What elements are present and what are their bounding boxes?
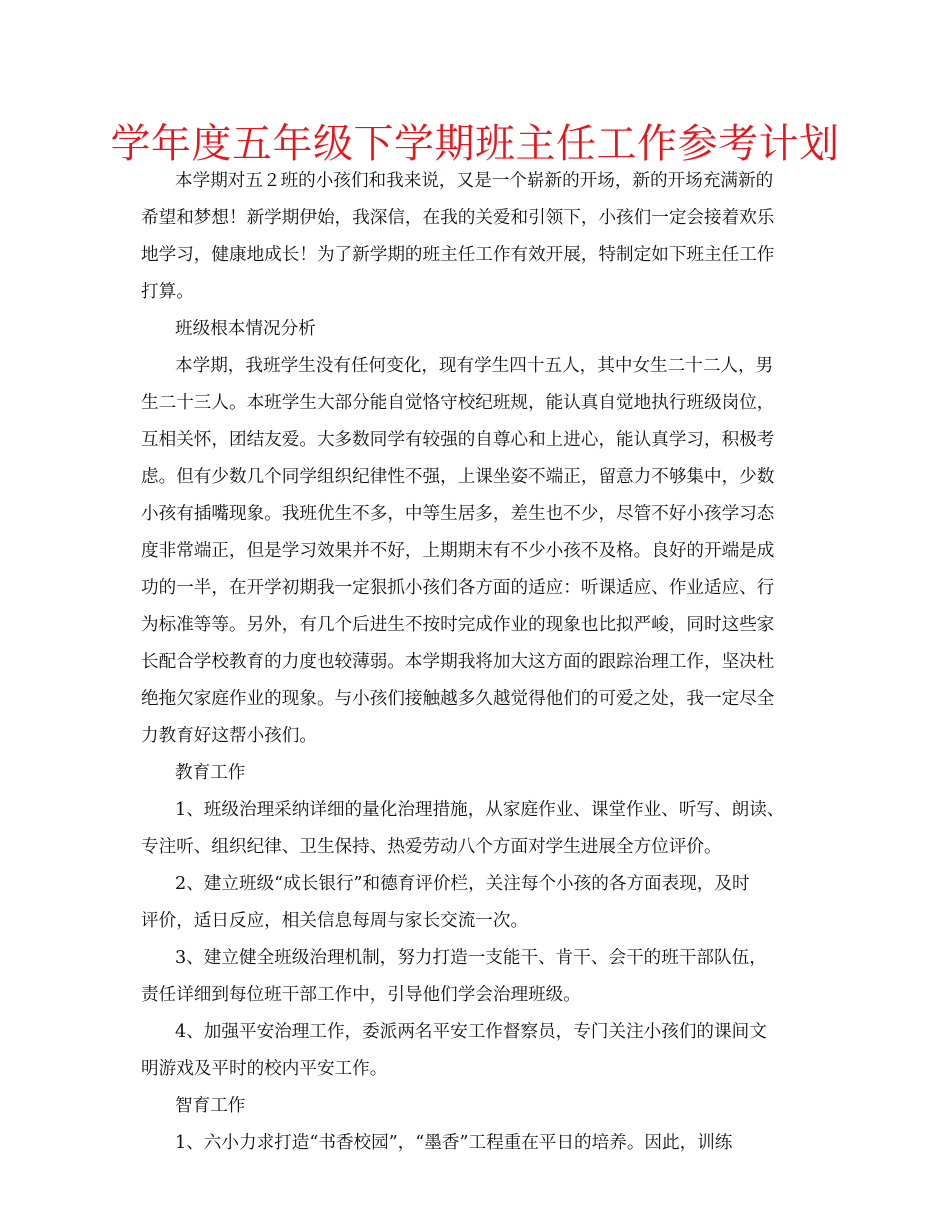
paragraph-line: 地学习，健康地成长！为了新学期的班主任工作有效开展，特制定如下班主任工作 [141, 245, 775, 265]
paragraph-line: 度非常端正，但是学习效果并不好，上期期末有不少小孩不及格。良好的开端是成 [141, 541, 775, 561]
list-item-line: 1、六小力求打造“书香校园”，“墨香”工程重在平日的培养。因此，训练 [175, 1133, 733, 1153]
list-item-line: 1、班级治理采纳详细的量化治理措施，从家庭作业、课堂作业、听写、朗读、 [175, 800, 785, 820]
paragraph-line: 长配合学校教育的力度也较薄弱。本学期我将加大这方面的跟踪治理工作，坚决杜 [141, 652, 775, 672]
paragraph-line: 小孩有插嘴现象。我班优生不多，中等生居多，差生也不少，尽管不好小孩学习态 [141, 504, 775, 524]
paragraph-line: 生二十三人。本班学生大部分能自觉恪守校纪班规，能认真自觉地执行班级岗位， [141, 393, 775, 413]
paragraph-line: 为标准等等。另外，有几个后进生不按时完成作业的现象也比拟严峻，同时这些家 [141, 615, 775, 635]
list-item-line: 明游戏及平时的校内平安工作。 [141, 1059, 388, 1079]
list-item-line: 专注听、组织纪律、卫生保持、热爱劳动八个方面对学生进展全方位评价。 [141, 837, 722, 857]
list-item-line: 2、建立班级“成长银行”和德育评价栏，关注每个小孩的各方面表现，及时 [175, 874, 750, 894]
paragraph-line: 本学期，我班学生没有任何变化，现有学生四十五人，其中女生二十二人，男 [175, 356, 774, 376]
section-heading: 智育工作 [175, 1096, 246, 1116]
list-item-line: 4、加强平安治理工作，委派两名平安工作督察员，专门关注小孩们的课间文 [175, 1022, 767, 1042]
list-item-line: 责任详细到每位班干部工作中，引导他们学会治理班级。 [141, 985, 581, 1005]
section-heading: 班级根本情况分析 [175, 319, 316, 339]
paragraph-line: 互相关怀，团结友爱。大多数同学有较强的自尊心和上进心，能认真学习，积极考 [141, 430, 775, 450]
paragraph-line: 力教育好这帮小孩们。 [141, 726, 317, 746]
list-item-line: 评价，适日反应，相关信息每周与家长交流一次。 [141, 911, 529, 931]
paragraph-line: 希望和梦想！新学期伊始，我深信，在我的关爱和引领下，小孩们一定会接着欢乐 [141, 208, 775, 228]
list-item-line: 3、建立健全班级治理机制，努力打造一支能干、肯干、会干的班干部队伍， [175, 948, 767, 968]
document-title: 学年度五年级下学期班主任工作参考计划 [110, 121, 840, 167]
paragraph-line: 本学期对五２班的小孩们和我来说，又是一个崭新的开场，新的开场充满新的 [175, 171, 774, 191]
section-heading: 教育工作 [175, 763, 246, 783]
paragraph-line: 绝拖欠家庭作业的现象。与小孩们接触越多久越觉得他们的可爱之处，我一定尽全 [141, 689, 775, 709]
paragraph-line: 打算。 [141, 282, 194, 302]
paragraph-line: 虑。但有少数几个同学组织纪律性不强，上课坐姿不端正，留意力不够集中，少数 [141, 467, 775, 487]
paragraph-line: 功的一半，在开学初期我一定狠抓小孩们各方面的适应：听课适应、作业适应、行 [141, 578, 775, 598]
